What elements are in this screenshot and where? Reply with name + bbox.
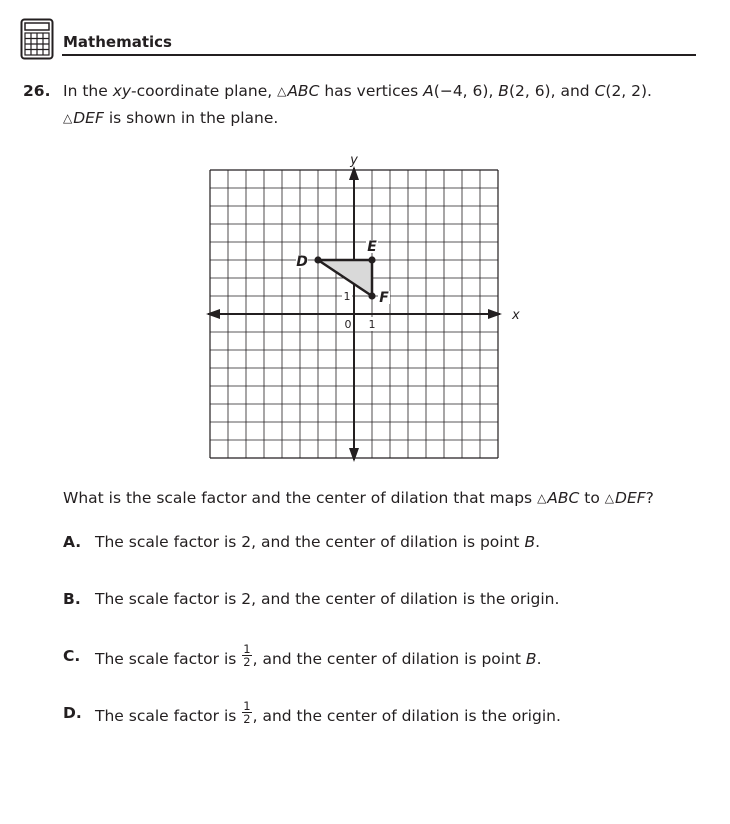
x-axis-arrow-right: [488, 309, 502, 319]
x-axis-arrow-left: [206, 309, 220, 319]
choice-text: The scale factor is $\frac{1}{2}$ , and the center of dilation is point B.: [95, 642, 542, 669]
y-axis-arrow-up: [349, 166, 359, 180]
vertex-f: [368, 292, 375, 299]
vertex-label-d: D: [296, 254, 308, 270]
fraction-one-half: $\frac{1}{2}$: [243, 699, 251, 726]
choice-text: The scale factor is $\frac{1}{2}$ , and the center of dilation is the origin.: [95, 699, 561, 726]
question-text-line2: △DEF is shown in the plane.: [63, 109, 279, 127]
choice-letter: C.: [63, 647, 81, 665]
vertex-label-f: F: [379, 290, 389, 306]
choice-letter: D.: [63, 704, 82, 722]
fraction-one-half: $\frac{1}{2}$: [243, 642, 251, 669]
y-tick-label: 1: [343, 290, 351, 303]
x-tick-label: 1: [368, 318, 376, 331]
coordinate-plane: [205, 150, 525, 465]
x-axis-label: x: [512, 308, 520, 323]
triangle-symbol: △: [537, 491, 547, 505]
vertex-e: [368, 256, 375, 263]
triangle-symbol: △: [277, 84, 287, 98]
triangle-symbol: △: [63, 111, 73, 125]
triangle-symbol: △: [604, 491, 615, 505]
vertex-d: [314, 256, 321, 263]
choice-text: The scale factor is 2, and the center of dilation is point B.: [95, 533, 541, 551]
question-number: 26.: [23, 82, 51, 100]
y-axis-arrow-down: [349, 448, 359, 462]
calculator-icon: [20, 18, 54, 60]
y-axis-label: y: [350, 153, 358, 168]
vertex-label-e: E: [367, 239, 377, 255]
subject-title: Mathematics: [63, 33, 172, 51]
header-divider: [62, 54, 696, 56]
question-text-line1: In the xy-coordinate plane, △ABC has vertices A(−4, 6), B(2, 6), and C(2, 2).: [63, 82, 652, 100]
choice-letter: B.: [63, 590, 81, 608]
question-prompt: What is the scale factor and the center of dilation that maps △ABC to △DEF?: [63, 489, 654, 507]
choice-letter: A.: [63, 533, 82, 551]
choice-text: The scale factor is 2, and the center of dilation is the origin.: [95, 590, 560, 608]
origin-label: 0: [344, 318, 352, 331]
page-header: [20, 18, 696, 58]
